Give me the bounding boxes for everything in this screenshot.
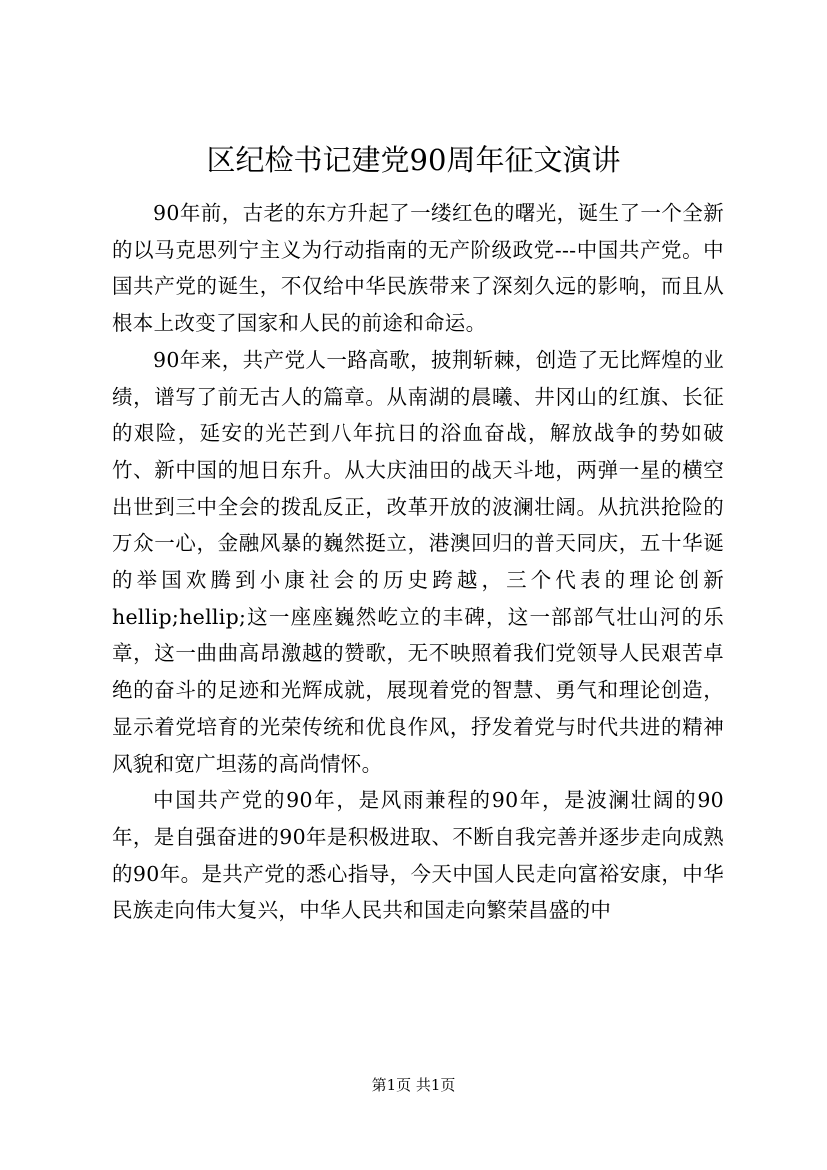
paragraph-2: 90年来，共产党人一路高歌，披荆斩棘，创造了无比辉煌的业绩，谱写了前无古人的篇章。从南湖的晨曦、井冈山的红旗、长征的艰险，延安的光芒到八年抗日的浴血奋战，解放战争的势如破竹、新中国的旭日东升。从大庆油田的战天斗地，两弹一星的横空出世到三中全会的拨乱反正，改革开放的波澜壮阔。从抗洪抢险的万众一心，金融风暴的巍然挺立，港澳回归的普天同庆，五十华诞的举国欢腾到小康社会的历史跨越，三个代表的理论创新hellip;hellip;这一座座巍然屹立的丰碑，这一部部气壮山河的乐章，这一曲曲高昂激越的赞歌，无不映照着我们党领导人民艰苦卓绝的奋斗的足迹和光辉成就，展现着党的智慧、勇气和理论创造，显示着党培育的光荣传统和优良作风，抒发着党与时代共进的精神风貌和宽广坦荡的高尚情怀。 <box>112 347 724 776</box>
page-number-footer: 第1页 共1页 <box>371 1076 456 1094</box>
paragraph-3: 中国共产党的90年，是风雨兼程的90年，是波澜壮阔的90年，是自强奋进的90年是积极进取、不断自我完善并逐步走向成熟的90年。是共产党的悉心指导，今天中国人民走向富裕安康，中华民族走向伟大复兴，中华人民共和国走向繁荣昌盛的中 <box>112 788 724 923</box>
paragraph-1: 90年前，古老的东方升起了一缕红色的曙光，诞生了一个全新的以马克思列宁主义为行动指南的无产阶级政党---中国共产党。中国共产党的诞生，不仅给中华民族带来了深刻久远的影响，而且从根本上改变了国家和人民的前途和命运。 <box>112 201 724 336</box>
document-title: 区纪检书记建党90周年征文演讲 <box>206 143 621 177</box>
document-body <box>112 195 724 929</box>
